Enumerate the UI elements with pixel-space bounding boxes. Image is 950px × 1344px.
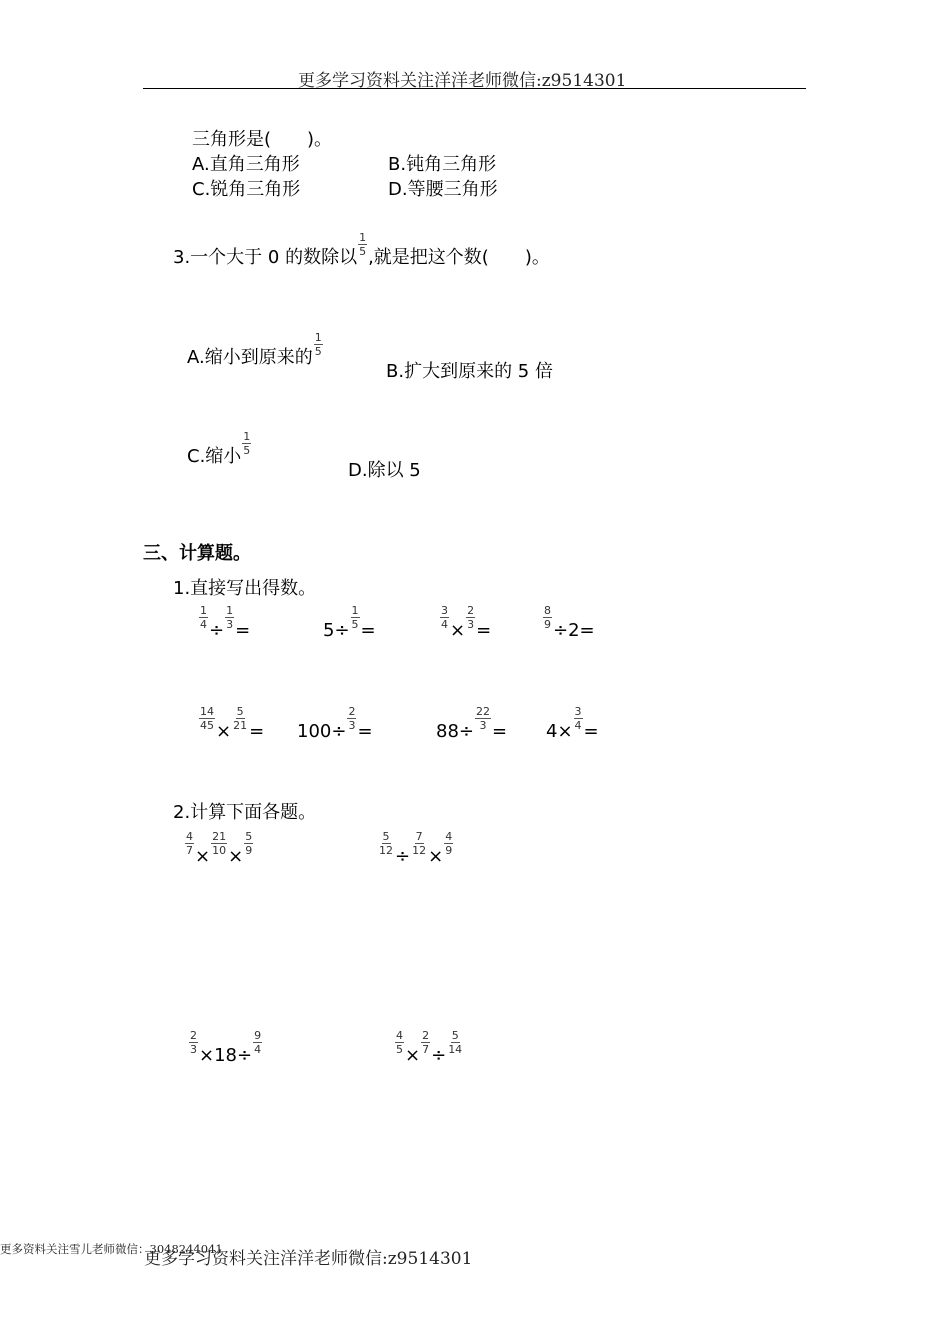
oral-problem: [297, 706, 373, 742]
operator: ×: [428, 846, 444, 867]
operator: ×18÷: [199, 1045, 253, 1066]
oral-problem: [198, 605, 250, 641]
oral-problem: [436, 706, 507, 742]
q3-option-b: B.扩大到原来的 5 倍: [386, 361, 553, 382]
fraction: $\frac{22}{3}$: [476, 705, 490, 732]
operator: ×: [228, 846, 244, 867]
footer-contact-small: 更多资料关注雪儿老师微信：3048244041: [0, 1242, 223, 1256]
fraction: $\frac{9}{4}$: [254, 1029, 262, 1056]
option-text: 等腰三角形: [407, 179, 498, 200]
equals-sign: =: [492, 721, 508, 742]
oral-problem: [323, 605, 376, 641]
equals-sign: =: [357, 721, 373, 742]
calc-problem: [184, 831, 254, 867]
fraction: $\frac{1}{5}$: [359, 231, 367, 258]
fraction: $\frac{2}{3}$: [190, 1029, 197, 1056]
q3-stem: [173, 232, 550, 269]
option-text: A.缩小到原来的: [187, 347, 313, 368]
q3-option-a: [187, 332, 324, 369]
fraction: $\frac{8}{9}$: [544, 604, 551, 631]
calc-problem: [377, 831, 454, 867]
operator: ×: [450, 620, 466, 641]
expression-lead: 5÷: [323, 620, 350, 641]
q3-option-d: D.除以 5: [348, 460, 421, 481]
fraction: $\frac{14}{45}$: [200, 705, 214, 732]
fraction: $\frac{7}{12}$: [412, 830, 427, 857]
fraction: $\frac{5}{14}$: [448, 1029, 463, 1056]
q2-stem: 三角形是( )。: [192, 129, 333, 150]
subsection-title: 1.直接写出得数。: [173, 578, 317, 599]
oral-problem: [198, 706, 264, 742]
fraction: $\frac{3}{4}$: [441, 604, 448, 631]
operator: ×: [216, 721, 232, 742]
fraction: $\frac{1}{5}$: [351, 604, 359, 631]
subsection-title: 2.计算下面各题。: [173, 802, 317, 823]
section-title: 三、计算题。: [143, 543, 251, 564]
q2-option-a: [192, 150, 300, 176]
option-label: C.: [192, 179, 211, 200]
fraction: $\frac{4}{9}$: [445, 830, 453, 857]
equals-sign: =: [360, 620, 376, 641]
option-text: 直角三角形: [209, 154, 300, 175]
equals-sign: =: [476, 620, 492, 641]
operator: ×: [405, 1045, 421, 1066]
q3-stem-after: ,就是把这个数( )。: [368, 247, 550, 268]
header-divider: [143, 88, 806, 89]
operator: ÷: [431, 1045, 447, 1066]
q2-option-c: [192, 175, 300, 201]
calc-problem: [188, 1030, 263, 1066]
oral-problem: [439, 605, 491, 641]
expression-tail: ÷2=: [553, 620, 595, 641]
oral-problem: [546, 706, 599, 742]
option-text: 锐角三角形: [210, 179, 301, 200]
fraction: $\frac{2}{7}$: [422, 1029, 430, 1056]
option-label: B.: [388, 154, 407, 175]
fraction: $\frac{1}{5}$: [314, 331, 322, 358]
fraction: $\frac{1}{4}$: [200, 604, 207, 631]
equals-sign: =: [249, 721, 265, 742]
expression-lead: 88÷: [436, 721, 474, 742]
equals-sign: =: [235, 620, 251, 641]
fraction: $\frac{21}{10}$: [212, 830, 227, 857]
calc-problem: [394, 1030, 464, 1066]
fraction: $\frac{5}{21}$: [233, 705, 248, 732]
fraction: $\frac{1}{5}$: [243, 430, 251, 457]
option-text: 钝角三角形: [406, 154, 497, 175]
operator: ÷: [395, 846, 411, 867]
option-label: D.: [388, 179, 408, 200]
fraction: $\frac{4}{7}$: [186, 830, 193, 857]
expression-lead: 4×: [546, 721, 573, 742]
fraction: $\frac{4}{5}$: [396, 1029, 403, 1056]
option-label: A.: [192, 154, 210, 175]
expression-lead: 100÷: [297, 721, 347, 742]
page-header: 更多学习资料关注洋洋老师微信:z9514301: [298, 71, 627, 91]
q2-option-d: [388, 175, 498, 201]
fraction: $\frac{1}{3}$: [226, 604, 234, 631]
operator: ÷: [209, 620, 225, 641]
fraction: $\frac{5}{12}$: [379, 830, 393, 857]
option-text: C.缩小: [187, 446, 242, 467]
fraction: $\frac{5}{9}$: [245, 830, 253, 857]
fraction: $\frac{3}{4}$: [574, 705, 582, 732]
footer-contact: 更多学习资料关注洋洋老师微信:z9514301: [144, 1249, 473, 1269]
fraction: $\frac{2}{3}$: [348, 705, 356, 732]
oral-problem: [542, 605, 595, 641]
fraction: $\frac{2}{3}$: [467, 604, 475, 631]
q2-option-b: [388, 150, 496, 176]
q3-option-c: [187, 431, 252, 468]
operator: ×: [195, 846, 211, 867]
q3-stem-before: 3.一个大于 0 的数除以: [173, 247, 358, 268]
equals-sign: =: [583, 721, 599, 742]
